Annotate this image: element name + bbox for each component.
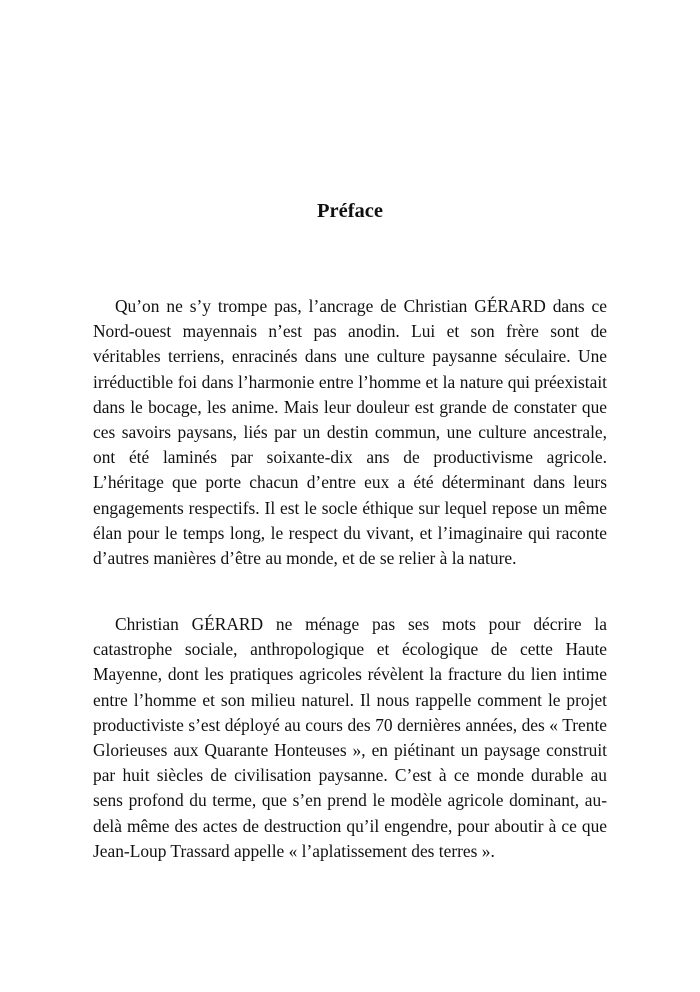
page-title: Préface <box>317 200 383 222</box>
paragraph-1: Qu’on ne s’y trompe pas, l’ancrage de Christian GÉRARD dans ce Nord-ouest mayennais n’est pas anodin. Lui et son frère sont de véritables terriens, enracinés dans une culture paysanne séculaire. Une irréductible foi dans l’harmonie entre l’homme et la nature qui préexistait dans le bocage, les anime. Mais leur douleur est grande de constater que ces savoirs paysans, liés par un destin commun, une culture ancestrale, ont été laminés par soixante-dix ans de productivisme agricole. L’héritage que porte chacun d’entre eux a été déterminant dans leurs engagements respectifs. Il est le socle éthique sur lequel repose un même élan pour le temps long, le respect du vivant, et l’imaginaire qui raconte d’autres manières d’être au monde, et de se relier à la nature. <box>93 296 607 569</box>
paragraph-2: Christian GÉRARD ne ménage pas ses mots pour décrire la catastrophe sociale, anthropologique et écologique de cette Haute Mayenne, dont les pratiques agricoles révèlent la fracture du lien intime entre l’homme et son milieu naturel. Il nous rappelle comment le projet productiviste s’est déployé au cours des 70 dernières années, des « Trente Glorieuses aux Quarante Honteuses », en piétinant un paysage construit par huit siècles de civilisation paysanne. C’est à ce monde durable au sens profond du terme, que s’en prend le modèle agricole dominant, au-delà même des actes de destruction qu’il engendre, pour aboutir à ce que Jean-Loup Trassard appelle « l’aplatissement des terres ». <box>93 614 607 861</box>
paragraph-2-block <box>93 612 607 864</box>
paragraph-1-block <box>93 294 607 571</box>
